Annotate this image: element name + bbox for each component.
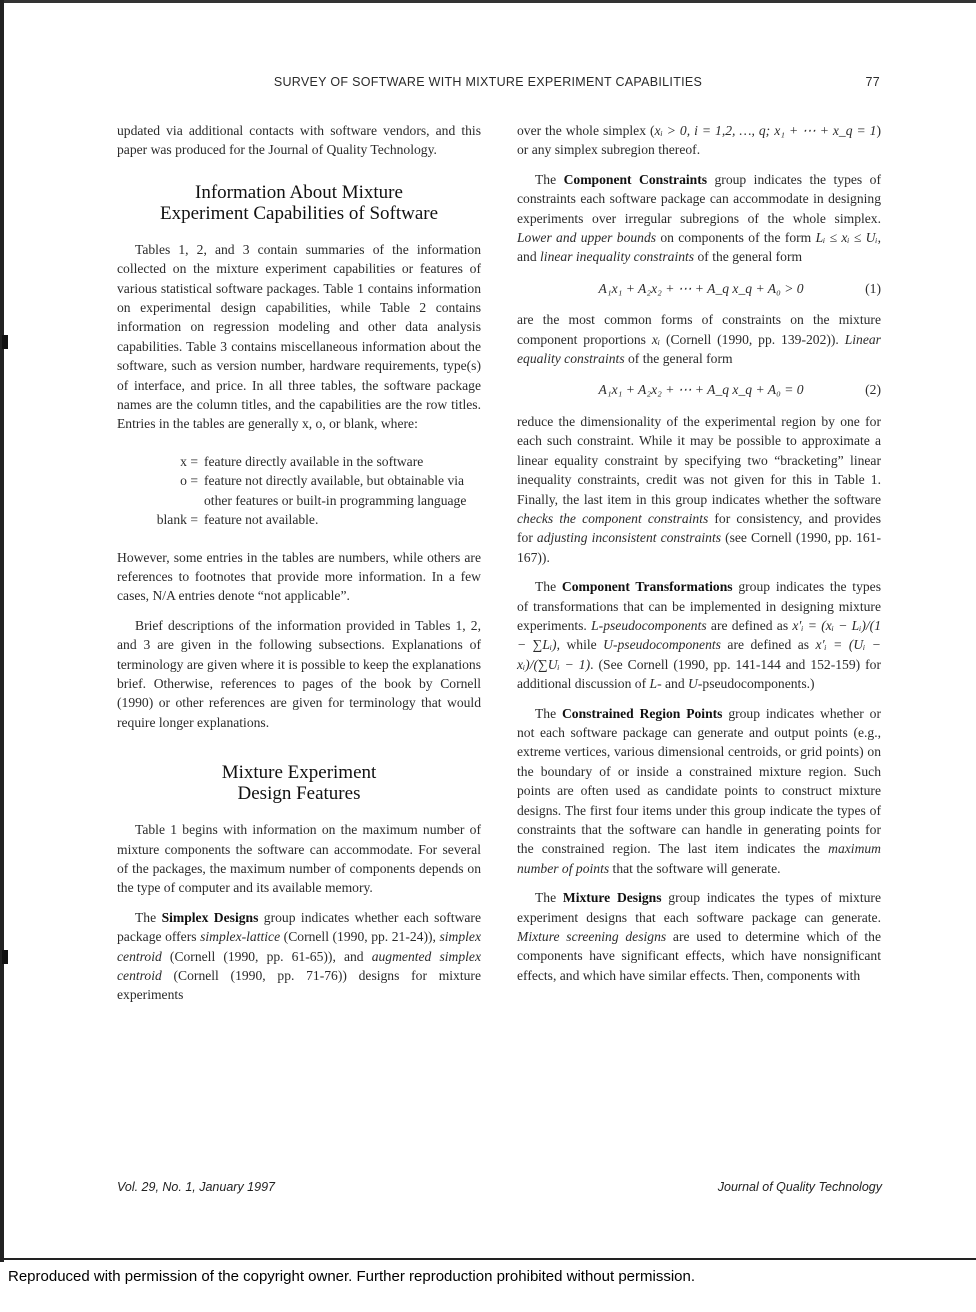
text-run: - and (657, 676, 689, 692)
definition-list (117, 452, 481, 530)
text-run: that the software will generate. (609, 860, 781, 876)
paragraph-component-constraints (517, 170, 881, 267)
definition-item (117, 510, 481, 529)
text-run: group indicates the types of mixture experiment designs that each software package can generate. (517, 890, 881, 925)
text-run: (Cornell (1990, pp. 139-202)). (660, 331, 845, 347)
definition-item (117, 452, 481, 471)
text-run: for consistency, and provides for (517, 510, 882, 546)
term-checks-constraints: checks the component constraints (517, 510, 709, 526)
scan-top-edge (0, 0, 976, 3)
term-max-points: maximum number of points (517, 841, 881, 876)
text-run: The (535, 890, 563, 906)
section-heading-information (117, 182, 481, 224)
math-inline: xᵢ > 0, i = 1,2, …, q; x₁ + ⋯ + x_q = 1 (654, 123, 877, 138)
text-run: (Cornell (1990, pp. 21-24)), (280, 929, 440, 945)
term-simplex-centroid: simplex centroid (117, 929, 481, 964)
term-simplex-lattice: simplex-lattice (200, 929, 281, 945)
definition-text: feature not directly available, but obtainable via other features or built-in programming language (204, 473, 467, 508)
equation-1 (517, 279, 881, 298)
text-run: are defined as (706, 617, 793, 633)
text-run: on components of the form (656, 230, 816, 246)
paragraph-after-eq2 (517, 412, 881, 567)
equation-number: (1) (865, 280, 881, 296)
running-head (0, 75, 976, 93)
heading-line: Mixture Experiment (221, 762, 377, 784)
definition-term: x = (180, 453, 198, 469)
term-screening-designs: Mixture screening designs (517, 929, 667, 945)
paragraph-component-transformations (517, 577, 881, 693)
text-run: ) or any simplex subregion thereof. (517, 123, 882, 158)
text-run: group indicates whether or not each software package can generate and output points (e.g., extreme vertices, various dimensional centroids, or grid points) on the boundary of or inside a constrained mixture region. Such points are often used as candidate points to construct mixture designs. The first four items under this group indicate the types of constraints that the software can handle in generating points for the constrained region. The last item indicates the (517, 705, 881, 857)
paragraph-constrained-region (517, 704, 881, 879)
text-run: group indicates the types of transformations that can be implemented in designing mixture experiments. (517, 579, 881, 633)
text-run: The (535, 171, 564, 187)
paragraph-tables: Tables 1, 2, and 3 contain summaries of the information collected on the mixture experiment capabilities or features of various statistical software packages. Table 1 contains information on experimental design capabilities, while Table 2 contains information on regression modeling and other data analysis capabilities. Table 3 contains miscellaneous information about the software, such as version number, hardware requirements, type(s) of interface, and price. In all three tables, the software package names are the column titles, and the capabilities are the row titles. Entries in the tables are generally x, o, or blank, where: (117, 241, 481, 432)
paragraph-simplex (117, 908, 481, 1005)
text-run: are defined as (720, 637, 816, 653)
math-inline: xᵢ (651, 331, 661, 347)
section-heading-design (117, 762, 481, 804)
scan-left-edge (0, 0, 4, 1262)
margin-mark (2, 950, 8, 964)
group-name-constrained-region: Constrained Region Points (561, 705, 723, 721)
group-name-mixture-designs: Mixture Designs (562, 890, 662, 906)
text-run: reduce the dimensionality of the experimental region by one for each such constraint. While it may be possible to approximate a linear equality constraint by specifying two “bracketing” linear inequality constraints, credit was not given for this in Table 1. Finally, the last item in this group indicates whether the software (517, 413, 881, 507)
text-run: are used to determine which of the components have significant effects, which have nonsignificant effects, and which have similar effects. Then, components with (517, 929, 881, 983)
footer-journal: Journal of Quality Technology (717, 1180, 882, 1194)
paragraph-after-eq1 (517, 310, 881, 368)
footer-volume: Vol. 29, No. 1, January 1997 (117, 1180, 275, 1194)
permission-notice: Reproduced with permission of the copyright owner. Further reproduction prohibited without permission. (8, 1268, 696, 1285)
text-run: The (535, 705, 562, 721)
term-augmented-simplex-centroid: augmented simplex centroid (117, 948, 481, 983)
text-run: (Cornell (1990, pp. 71-76)) designs for mixture experiments (117, 968, 481, 1003)
math-inline: x′ᵢ = (Uᵢ − xᵢ)/(∑Uᵢ − 1) (517, 637, 881, 672)
term-u-pseudocomponents: U-pseudocomponents (603, 637, 721, 653)
term-linear-inequality: linear inequality constraints (540, 249, 695, 265)
text-run: The (135, 909, 162, 925)
right-column (517, 121, 881, 985)
heading-line: Design Features (237, 783, 361, 805)
definition-text: feature not available. (204, 512, 319, 528)
group-name-component-transformations: Component Transformations (561, 579, 733, 595)
paragraph-brief: Brief descriptions of the information provided in Tables 1, 2, and 3 are given in the following subsections. Explanations of terminology are given where it is possible to keep the explanations brief. Otherwise, references to pages of the book by Cornell (1990) or other references are given for terminology that would require longer explanations. (117, 617, 481, 730)
term-linear-equality: Linear equality constraints (517, 331, 881, 367)
term-l-pseudocomponents: L-pseudocomponents (591, 617, 707, 633)
math-inline: L (649, 676, 658, 692)
text-run: . (See Cornell (1990, pp. 141-144 and 152-159) for additional discussion of (517, 656, 881, 692)
equation-2 (517, 380, 881, 399)
page-number: 77 (865, 75, 880, 89)
group-name-component-constraints: Component Constraints (563, 171, 708, 187)
margin-mark (2, 335, 8, 349)
math-inline: x′ᵢ = (xᵢ − Lᵢ)/(1 − ∑Lᵢ) (517, 617, 881, 653)
term-bounds: Lower and upper bounds (517, 230, 657, 246)
paragraph-however: However, some entries in the tables are numbers, while others are references to footnotes that provide more information. In a few cases, N/A entries denote “not applicable”. (117, 549, 481, 604)
text-run: , while (556, 637, 604, 653)
definition-term: blank = (156, 512, 198, 528)
text-run: , and (517, 230, 881, 265)
math-inline: Lᵢ ≤ xᵢ ≤ Uᵢ (815, 230, 878, 246)
term-adjusting-inconsistent: adjusting inconsistent constraints (536, 530, 722, 546)
group-name-simplex: Simplex Designs (161, 909, 259, 925)
text-run: (see Cornell (1990, pp. 161-167)). (517, 530, 881, 565)
paragraph-mixture-designs (517, 888, 881, 985)
definition-text: feature directly available in the software (204, 453, 424, 469)
equation-expression: A₁x₁ + A₂x₂ + ⋯ + A_q x_q + A₀ = 0 (598, 382, 804, 398)
heading-line: Experiment Capabilities of Software (159, 202, 439, 224)
heading-line: Information About Mixture (195, 181, 403, 203)
equation-number: (2) (865, 382, 881, 398)
left-column (117, 121, 481, 1005)
text-run: of the general form (624, 351, 733, 367)
scan-bottom-rule (0, 1258, 976, 1260)
paragraph-intro: updated via additional contacts with software vendors, and this paper was produced for the Journal of Quality Technology. (117, 123, 481, 158)
text-run: group indicates the types of constraints each software package can accommodate in designing experiments over irregular subregions of the whole simplex. (517, 171, 881, 226)
paragraph-table1: Table 1 begins with information on the maximum number of mixture components the software can accommodate. For several of the packages, the maximum number of components depends on the type of computer and its available memory. (117, 822, 481, 896)
definition-term: o = (180, 473, 198, 489)
running-title: SURVEY OF SOFTWARE WITH MIXTURE EXPERIMENT CAPABILITIES (273, 75, 703, 89)
paragraph-continuation (517, 121, 881, 160)
text-run: are the most common forms of constraints on the mixture component proportions (517, 312, 881, 347)
equation-expression: A₁x₁ + A₂x₂ + ⋯ + A_q x_q + A₀ > 0 (598, 280, 804, 296)
text-run: over the whole simplex ( (517, 123, 655, 138)
text-run: The (535, 579, 562, 595)
text-run: (Cornell (1990, pp. 61-65)), and (161, 948, 372, 964)
text-run: group indicates whether each software package offers (117, 909, 481, 945)
definition-item (117, 471, 481, 510)
math-inline: U (688, 676, 698, 692)
text-run: -pseudocomponents.) (697, 676, 815, 692)
text-run: of the general form (694, 249, 803, 265)
